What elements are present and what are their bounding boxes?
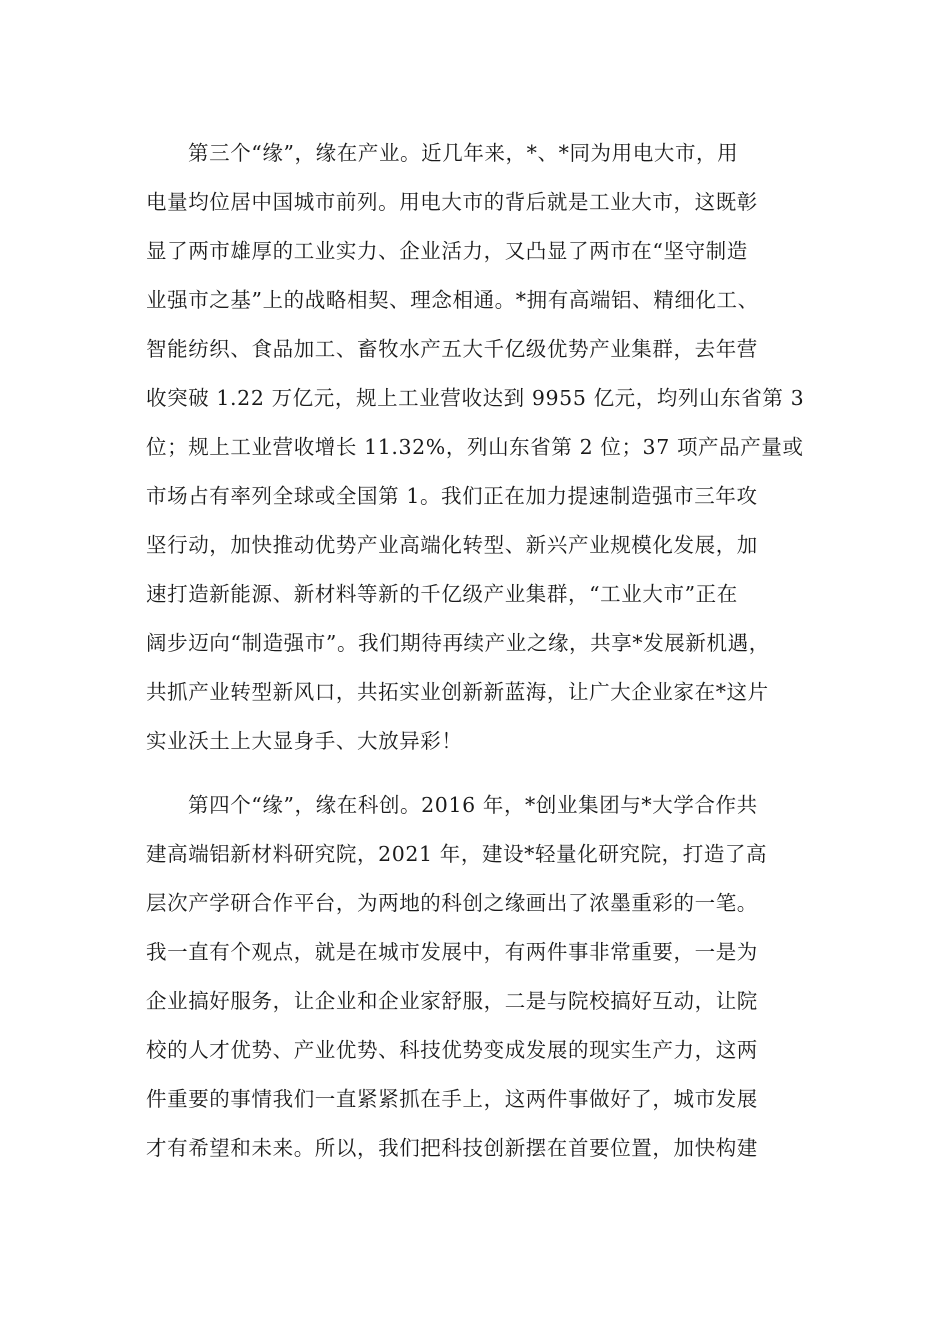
text-line: 件重要的事情我们一直紧紧抓在手上，这两件事做好了，城市发展 (146, 1087, 758, 1111)
text-line: 层次产学研合作平台，为两地的科创之缘画出了浓墨重彩的一笔。 (146, 891, 758, 915)
paragraph-industry (146, 129, 806, 766)
text-line: 业强市之基”上的战略相契、理念相通。*拥有高端铝、精细化工、 (146, 288, 759, 312)
text-line: 显了两市雄厚的工业实力、企业活力，又凸显了两市在“坚守制造 (146, 239, 748, 263)
text-line: 位；规上工业营收增长 11.32%，列山东省第 2 位；37 项产品产量或 (146, 435, 804, 459)
text-line: 才有希望和未来。所以，我们把科技创新摆在首要位置，加快构建 (146, 1136, 758, 1160)
text-line: 阔步迈向“制造强市”。我们期待再续产业之缘，共享*发展新机遇， (146, 631, 770, 655)
text-line: 收突破 1.22 万亿元，规上工业营收达到 9955 亿元，均列山东省第 3 (146, 386, 805, 410)
text-line: 智能纺织、食品加工、畜牧水产五大千亿级优势产业集群，去年营 (146, 337, 758, 361)
text-line: 建高端铝新材料研究院，2021 年，建设*轻量化研究院，打造了高 (146, 842, 768, 866)
text-line: 校的人才优势、产业优势、科技优势变成发展的现实生产力，这两 (146, 1038, 758, 1062)
text-line: 电量均位居中国城市前列。用电大市的背后就是工业大市，这既彰 (146, 190, 758, 214)
text-line: 第四个“缘”，缘在科创。2016 年，*创业集团与*大学合作共 (188, 793, 758, 817)
text-line: 市场占有率列全球或全国第 1。我们正在加力提速制造强市三年攻 (146, 484, 758, 508)
paragraph-innovation (146, 781, 806, 1173)
text-line: 共抓产业转型新风口，共拓实业创新新蓝海，让广大企业家在*这片 (146, 680, 769, 704)
text-line: 我一直有个观点，就是在城市发展中，有两件事非常重要，一是为 (146, 940, 758, 964)
text-line: 速打造新能源、新材料等新的千亿级产业集群，“工业大市”正在 (146, 582, 738, 606)
text-line: 企业搞好服务，让企业和企业家舒服，二是与院校搞好互动，让院 (146, 989, 758, 1013)
text-line: 坚行动，加快推动优势产业高端化转型、新兴产业规模化发展，加 (146, 533, 758, 557)
text-line: 第三个“缘”，缘在产业。近几年来，*、*同为用电大市，用 (188, 141, 739, 165)
text-line: 实业沃土上大显身手、大放异彩！ (146, 729, 463, 753)
